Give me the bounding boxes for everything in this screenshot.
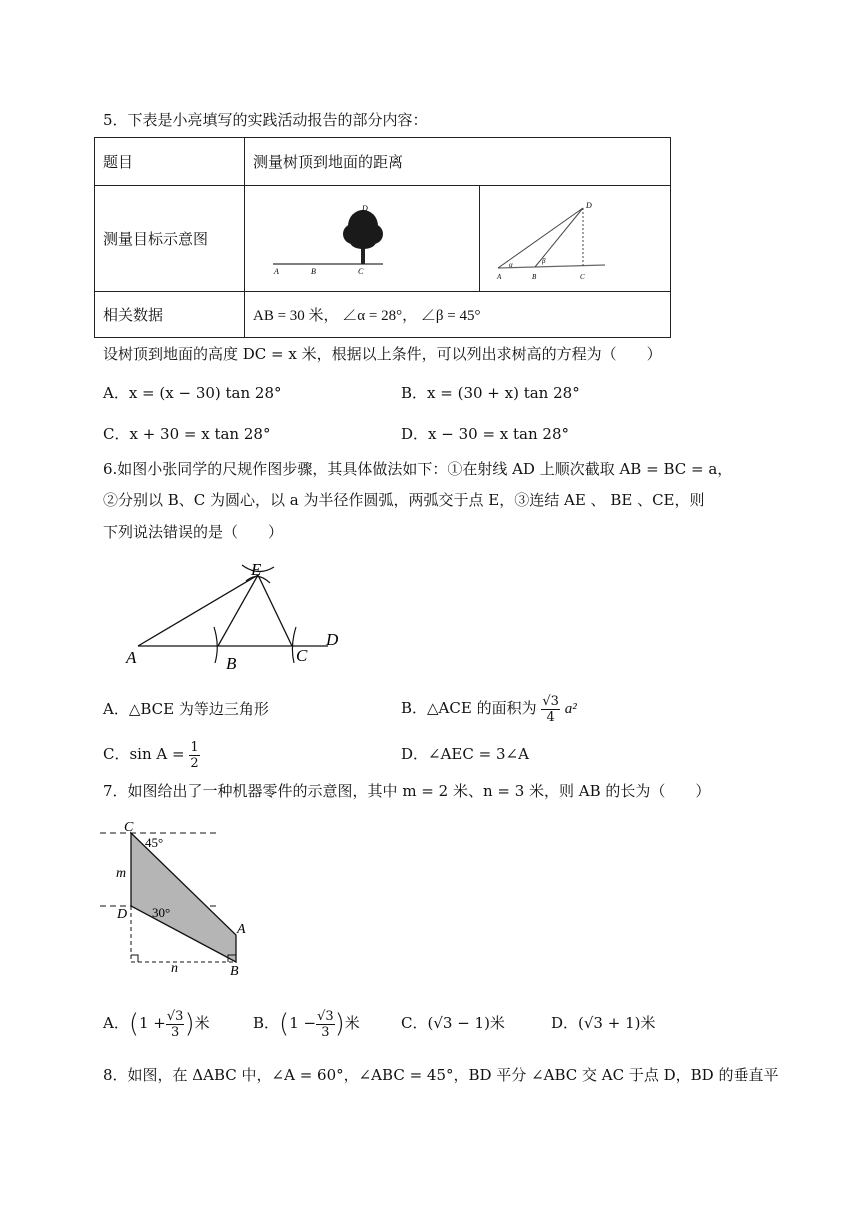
q7-label-c: C [124,820,134,835]
q7-option-c: C．(√3 − 1)米 [401,1014,505,1032]
q7-option-a-num: √3 [166,1008,184,1024]
q6-line-1: 6.如图小张同学的尺规作图步骤，其具体做法如下：①在射线 AD 上顺次截取 AB = BC = a， [103,460,733,478]
q7-option-d: D．(√3 + 1)米 [551,1014,656,1032]
q7-option-b-fraction [316,1009,335,1040]
q7-option-a-fraction [166,1009,185,1040]
q7-option-a-inner: 1 + [139,1014,166,1032]
angle-label-alpha: α [509,261,513,269]
q7-option-a-unit: 米 [194,1014,210,1032]
q7-option-a-den: 3 [171,1024,180,1040]
tree-label-b: B [311,267,316,276]
table-cell-title-label: 题目 [95,138,245,186]
q7-option-b-num: √3 [317,1008,334,1024]
q7-machine-part-figure [100,815,260,980]
q7-label-30: 30° [152,905,171,920]
q5-stem: 5．下表是小亮填写的实践活动报告的部分内容： [103,111,428,129]
q6-option-b-den: 4 [546,709,555,725]
q6-option-c-den: 2 [190,755,199,771]
q6-option-d: D．∠AEC = 3∠A [401,745,529,763]
angle-diagram [480,186,670,287]
q5-option-c: C．x + 30 = x tan 28° [103,425,271,443]
table-cell-title-value: 测量树顶到地面的距离 [245,138,671,186]
q6-option-b-num: √3 [542,693,559,709]
q7-label-45: 45° [145,835,164,850]
q6-option-a: A．△BCE 为等边三角形 [103,700,269,718]
q7-label-m: m [116,866,127,881]
q8-stem: 8．如图，在 ΔABC 中，∠A = 60°，∠ABC = 45°，BD 平分 ∠ABC 交 AC 于点 D，BD 的垂直平 [103,1066,779,1084]
q6-option-c [103,736,200,772]
q7-option-a: A．(1 + $\frac{√3}{3}$ )米 [103,1008,210,1040]
q6-construction-figure [118,555,358,675]
table-cell-tree-figure [245,186,480,292]
q7-option-b-prefix: B． [253,1014,280,1032]
q6-label-b: B [226,654,237,673]
q6-option-b-fraction [541,694,560,725]
q6-option-c-prefix: C．sin A = [103,745,185,763]
angle-label-c: C [580,273,585,281]
tree-label-c: C [358,267,364,276]
tree-diagram [245,186,479,287]
q6-label-e: E [251,560,262,579]
angle-label-d: D [586,201,592,210]
q6-option-c-num: 1 [190,739,199,755]
q7-label-d: D [117,907,128,922]
q7-label-a: A [237,922,246,937]
angle-label-b: B [532,273,537,281]
q6-option-b [401,690,577,727]
q6-option-b-prefix: B．△ACE 的面积为 [401,699,537,717]
q7-label-n: n [171,961,178,976]
q7-label-b: B [230,964,239,979]
table-cell-data-label: 相关数据 [95,292,245,338]
q6-line-3: 下列说法错误的是（ ） [103,523,284,541]
q7-option-b-inner: 1 − [289,1014,317,1032]
angle-label-beta: β [542,257,546,265]
q7-option-b-unit: 米 [344,1014,360,1032]
q7-option-b-den: 3 [321,1024,330,1040]
angle-label-a: A [497,273,502,281]
tree-label-d: D [362,204,368,213]
q6-line-2: ②分别以 B、C 为圆心，以 a 为半径作圆弧，两弧交于点 E，③连结 AE 、 BE 、CE，则 [103,491,705,509]
q5-question: 设树顶到地面的高度 DC = x 米，根据以上条件，可以列出求树高的方程为（ ） [103,345,662,363]
q6-label-a: A [126,648,137,667]
q7-option-b: B．(1 − $\frac{√3}{3}$ )米 [253,1008,360,1040]
q6-label-d: D [326,630,339,649]
table-cell-figure-label: 测量目标示意图 [95,186,245,292]
q5-option-d: D．x − 30 = x tan 28° [401,425,569,443]
q6-option-c-fraction [189,740,199,771]
q7-option-a-prefix: A． [103,1014,129,1032]
q7-stem: 7．如图给出了一种机器零件的示意图，其中 m = 2 米、n = 3 米，则 AB 的长为（ ） [103,782,711,800]
q5-report-table [94,137,671,338]
q6-option-b-suffix: a² [564,701,577,717]
q5-option-a: A．x = (x − 30) tan 28° [103,384,282,402]
tree-label-a: A [274,267,279,276]
q6-label-c: C [296,646,308,665]
table-cell-data-value: AB = 30 米， ∠α = 28°， ∠β = 45° [245,292,671,338]
q5-option-b: B．x = (30 + x) tan 28° [401,384,580,402]
table-cell-geometry-figure [480,186,671,292]
